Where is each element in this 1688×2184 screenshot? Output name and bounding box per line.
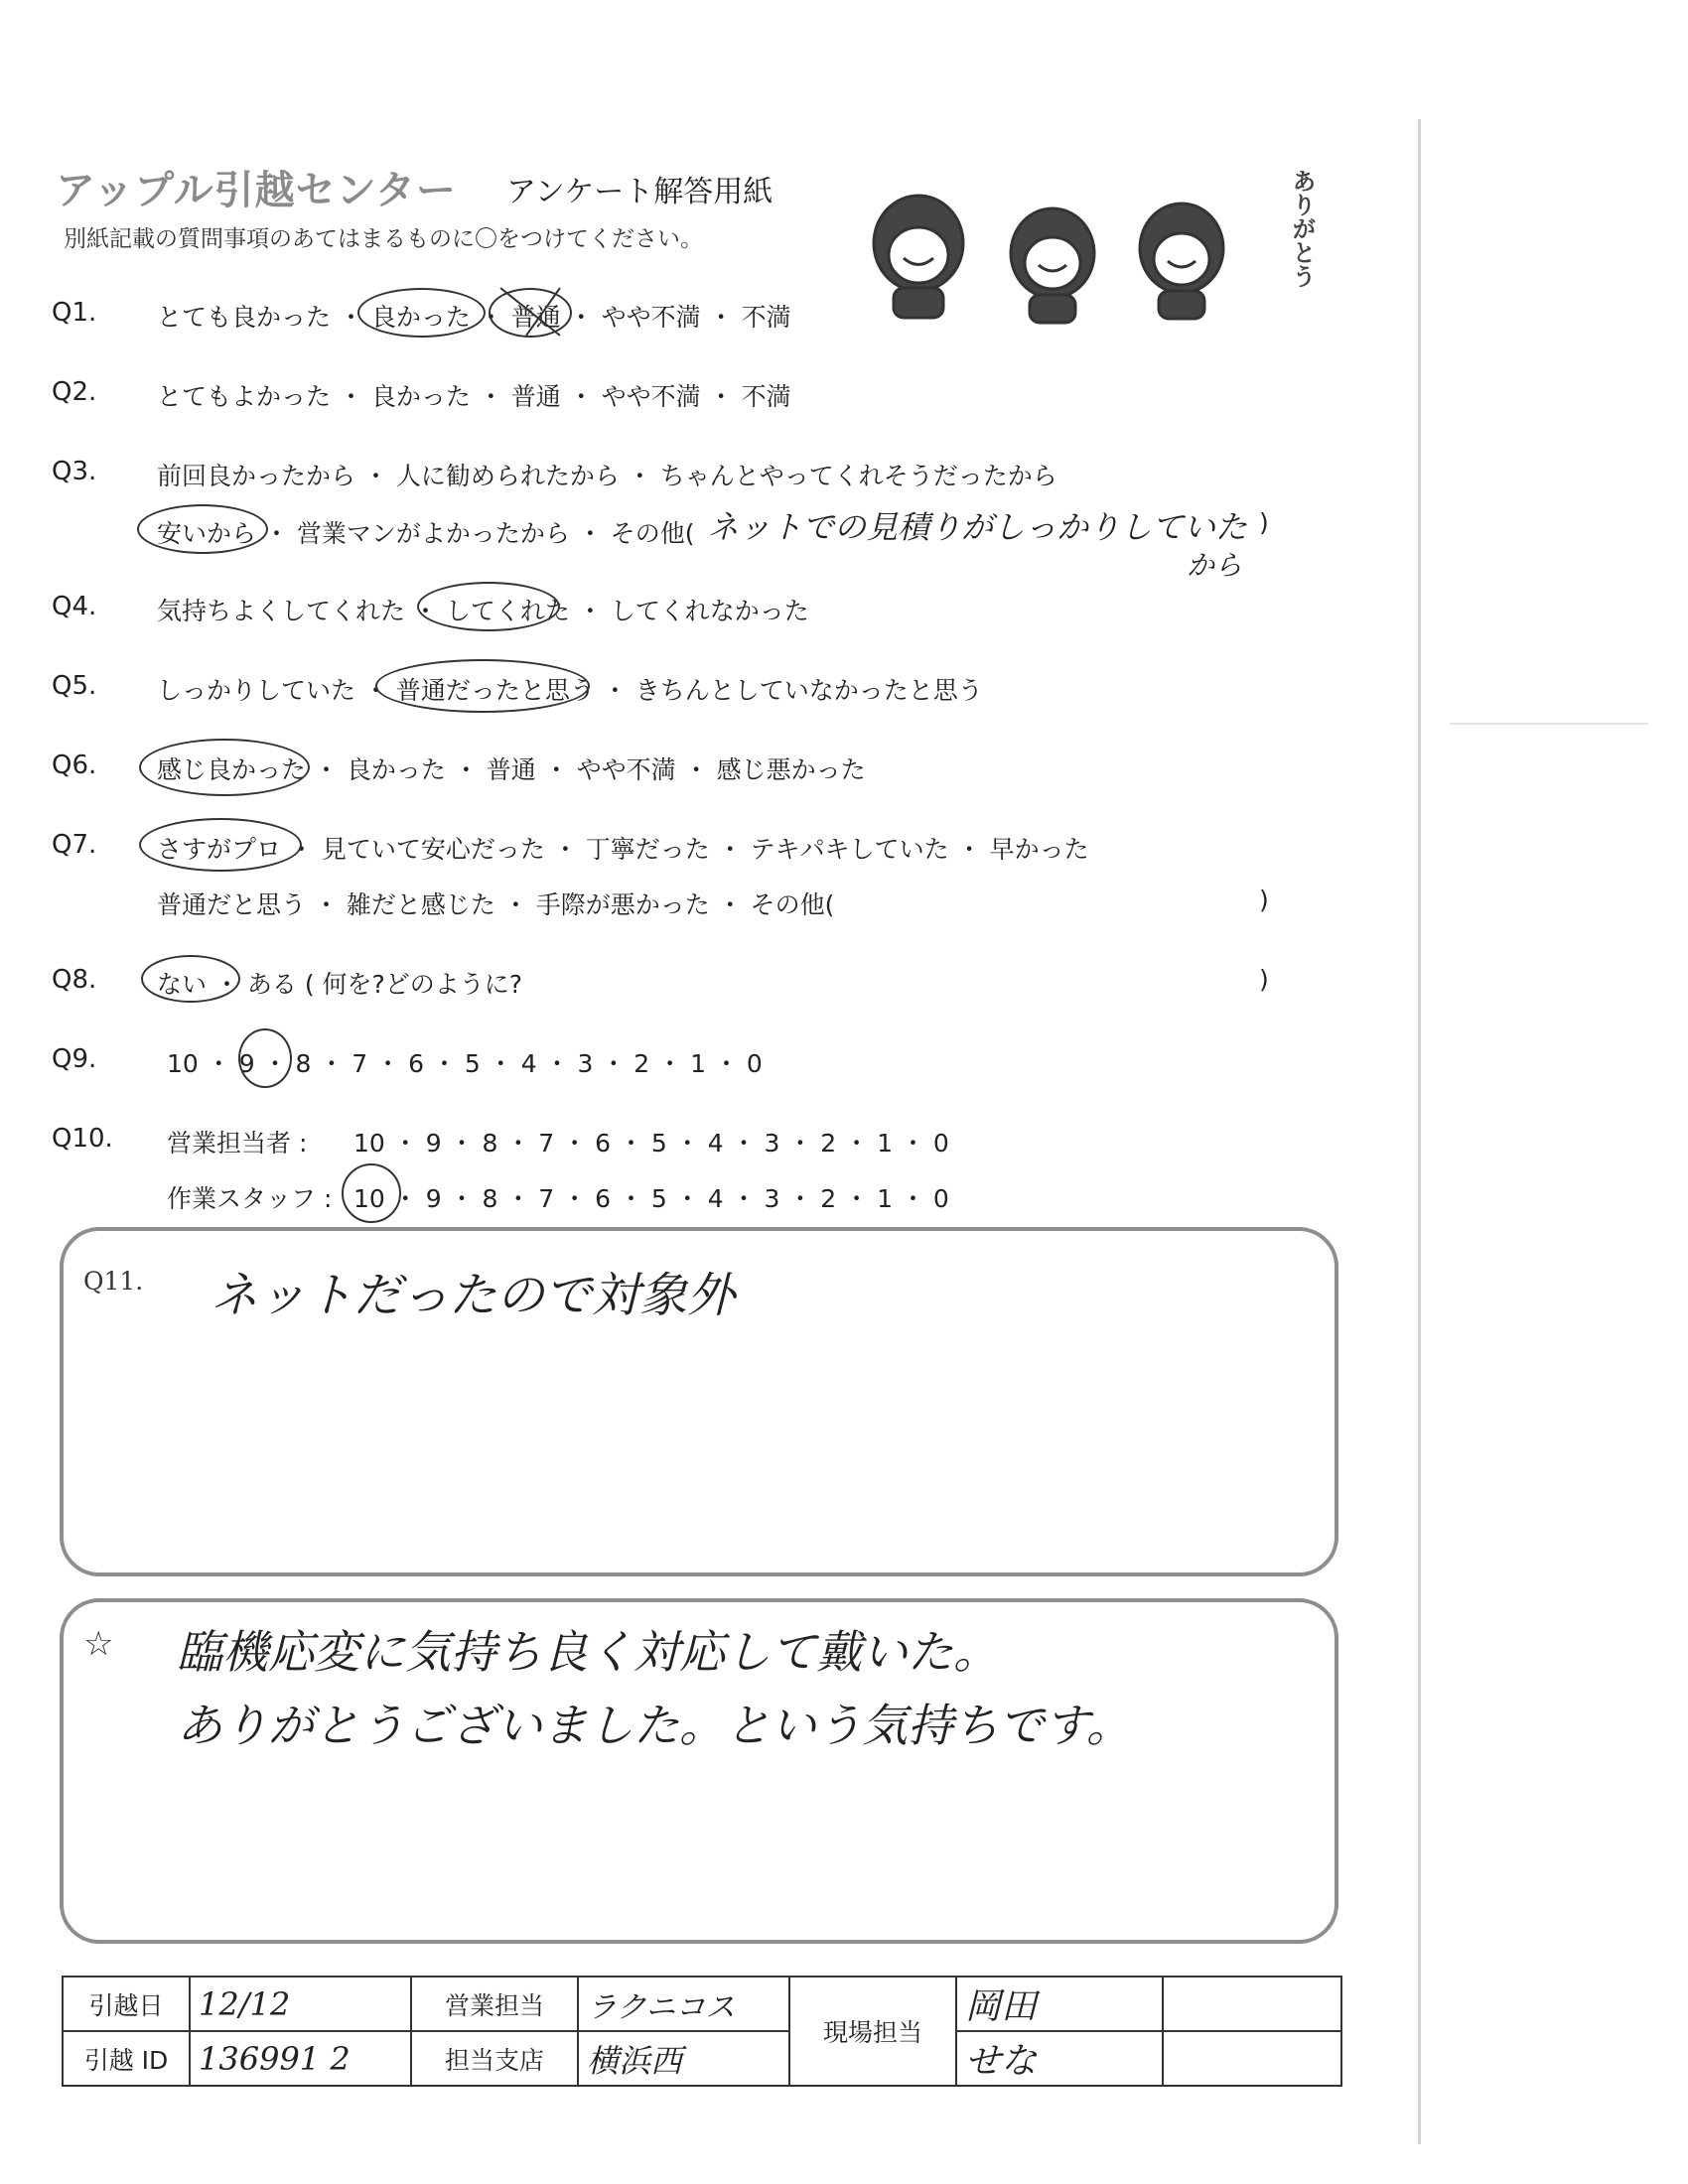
comment-line-2: ありがとうございました。という気持ちです。 [177,1699,1132,1752]
q6-label: Q6. [52,751,97,780]
q7-options-line1: さすがプロ ・ 見ていて安心だった ・ 丁寧だった ・ テキパキしていた ・ 早かった [157,835,1089,864]
move-date-label: 引越日 [63,1977,190,2031]
q8-options: ない ・ ある ( 何を?どのように? [157,970,523,999]
answer-circle [139,818,302,872]
q3-handwritten-answer: ネットでの見積りがしっかりしていた [707,508,1248,546]
q10-label: Q10. [52,1124,113,1154]
sales-rep-value: ラクニコス [587,1989,736,2025]
q4-label: Q4. [52,592,97,621]
mascot-icon [874,196,963,318]
answer-circle [342,1163,401,1223]
q3-label: Q3. [52,457,97,486]
q1-label: Q1. [52,298,97,328]
q2-label: Q2. [52,377,97,407]
answer-circle [137,504,268,554]
q1-options: とても良かった ・ 良かった ・ 普通 ・ やや不満 ・ 不満 [157,303,791,332]
q10-sales-scale: 10 ・ 9 ・ 8 ・ 7 ・ 6 ・ 5 ・ 4 ・ 3 ・ 2 ・ 1 ・ 0 [353,1129,949,1158]
brand-title: アップル引越センター [56,168,457,213]
instruction-text: 別紙記載の質問事項のあてはまるものに〇をつけてください。 [64,226,703,252]
q7-label: Q7. [52,830,97,860]
q5-options: しっかりしていた ・ 普通だったと思う ・ きちんとしていなかったと思う [157,676,983,705]
q4-options: 気持ちよくしてくれた ・ してくれた ・ してくれなかった [157,597,809,625]
branch-label: 担当支店 [411,2031,578,2086]
star-icon: ☆ [83,1624,114,1664]
q3-close-paren: ) [1259,508,1269,537]
answer-circle [357,288,486,338]
scan-edge-line [1418,119,1421,2144]
q10-staff-scale: 10 ・ 9 ・ 8 ・ 7 ・ 6 ・ 5 ・ 4 ・ 3 ・ 2 ・ 1 ・ 0 [353,1184,949,1213]
q3-options-line1: 前回良かったから ・ 人に勧められたから ・ ちゃんとやってくれそうだったから [157,462,1057,490]
empty-cell [1163,2031,1341,2086]
q8-label: Q8. [52,965,97,995]
mascot-thanks-text: ありがとう [1288,169,1316,288]
mascot-illustration [864,164,1301,333]
branch-value: 横浜西 [587,2041,683,2080]
form-subtitle: アンケート解答用紙 [506,175,774,209]
answer-circle [417,582,560,631]
scan-mark [1450,723,1648,725]
sales-rep-label: 営業担当 [411,1977,578,2031]
comment-line-1: 臨機応変に気持ち良く対応して戴いた。 [177,1625,999,1679]
answer-circle [139,739,310,796]
site-rep-value-2: せな [965,2041,1038,2082]
move-date-value: 12/12 [199,1984,291,2023]
q10-staff-label: 作業スタッフ : [167,1184,333,1213]
mascot-icon [1140,204,1223,319]
q6-options: 感じ良かった ・ 良かった ・ 普通 ・ やや不満 ・ 感じ悪かった [157,755,866,784]
mascot-icon [1011,208,1094,323]
strike-mark [496,284,566,340]
q8-close-paren: ) [1259,965,1269,994]
move-id-value: 136991 2 [199,2039,351,2078]
answer-circle [375,659,590,713]
empty-cell [1163,1977,1341,2031]
q7-options-line2: 普通だと思う ・ 雑だと感じた ・ 手際が悪かった ・ その他( [157,890,835,919]
q3-options-line2: 安いから ・ 営業マンがよかったから ・ その他( [157,519,695,548]
site-rep-value-1: 岡田 [965,1986,1038,2027]
q3-handwritten-answer-2: から [1187,549,1243,582]
q9-scale: 10 ・ 9 ・ 8 ・ 7 ・ 6 ・ 5 ・ 4 ・ 3 ・ 2 ・ 1 ・ 0 [167,1049,763,1078]
q2-options: とてもよかった ・ 良かった ・ 普通 ・ やや不満 ・ 不満 [157,382,791,411]
q7-close-paren: ) [1259,886,1269,914]
q10-sales-label: 営業担当者 : [167,1129,308,1158]
answer-circle [141,955,240,1003]
q11-label: Q11. [83,1267,144,1296]
q9-label: Q9. [52,1044,97,1074]
site-rep-label: 現場担当 [789,1977,956,2086]
move-info-table [62,1976,1342,2087]
move-id-label: 引越 ID [63,2031,190,2086]
answer-circle [238,1028,292,1088]
q5-label: Q5. [52,671,97,701]
q11-handwritten-answer: ネットだったので対象外 [211,1268,736,1323]
